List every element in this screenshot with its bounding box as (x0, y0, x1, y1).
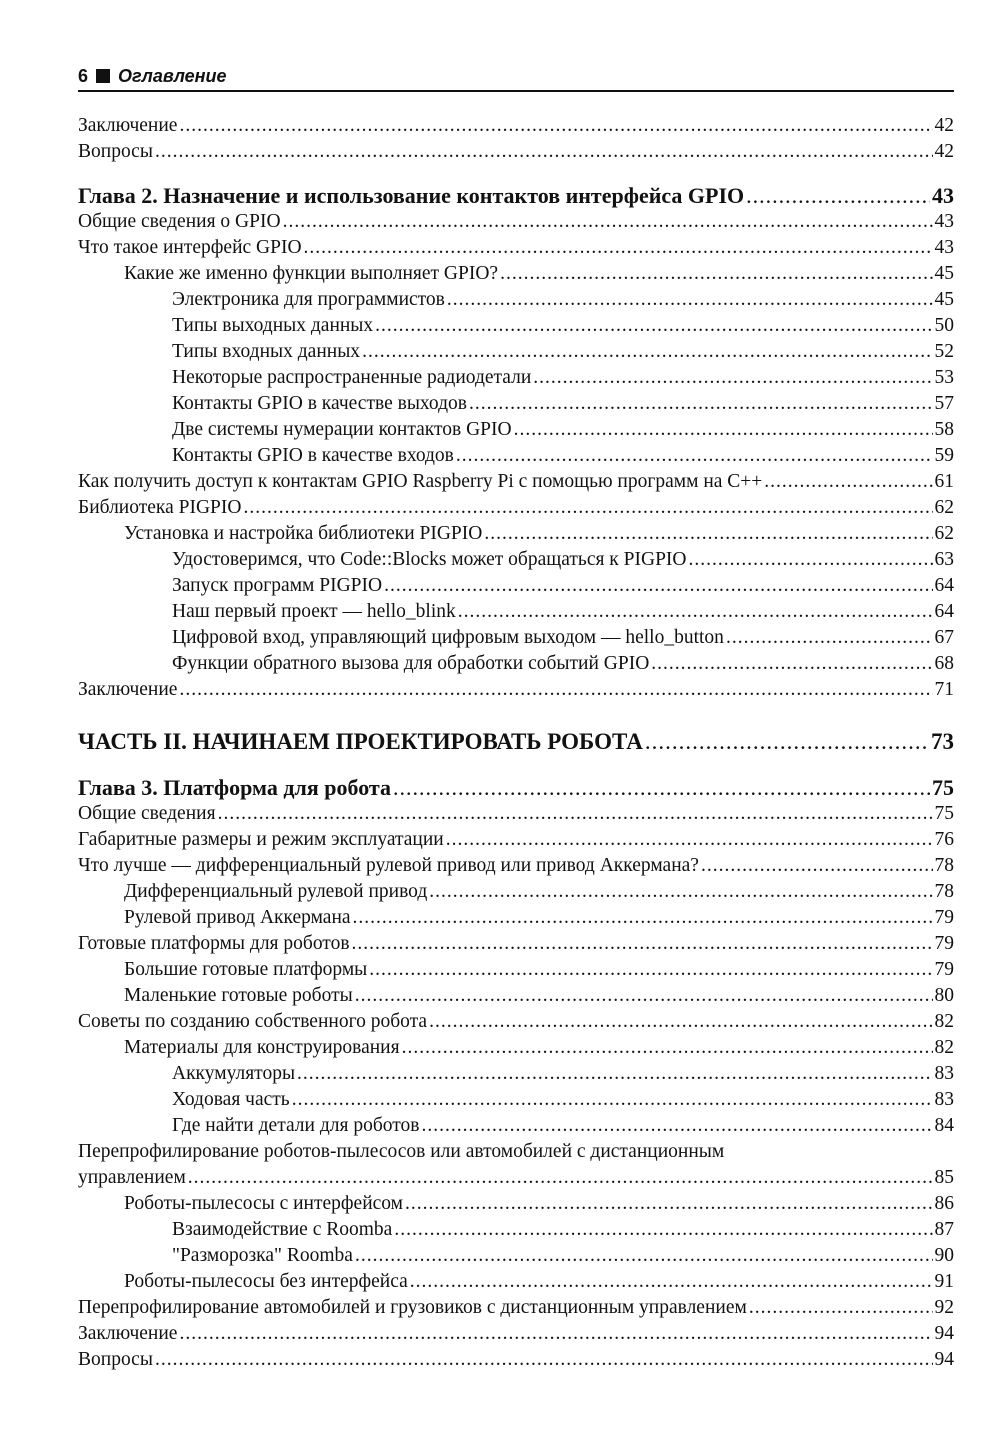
toc-entry-page: 67 (934, 627, 954, 648)
toc-entry (124, 905, 954, 931)
toc-entry (124, 957, 954, 983)
toc-entry-page: 73 (931, 729, 954, 754)
toc-entry-title: Заключение (78, 1323, 178, 1344)
toc-entry-page: 63 (934, 549, 954, 570)
toc-entry-title: Готовые платформы для роботов (78, 933, 350, 954)
toc-entry-page: 82 (934, 1011, 954, 1032)
toc-entry-page: 71 (934, 679, 954, 700)
toc-entry-title: Цифровой вход, управляющий цифровым выходом — hello_button (172, 627, 724, 648)
toc-entry-page: 64 (934, 575, 954, 596)
toc-entry-title: Рулевой привод Аккермана (124, 907, 351, 928)
toc-entry-title: Общие сведения о GPIO (78, 211, 281, 232)
toc-chapter (78, 183, 954, 209)
toc-entry-title: Некоторые распространенные радиодетали (172, 367, 532, 388)
toc-entry (172, 573, 954, 599)
toc-entry (78, 209, 954, 235)
toc-entry-title-continuation: управлением (78, 1167, 186, 1188)
toc-entry-title: Установка и настройка библиотеки PIGPIO (124, 523, 483, 544)
toc-entry-title: Что лучше — дифференциальный рулевой привод или привод Аккермана? (78, 855, 699, 876)
toc-entry-page: 83 (934, 1089, 954, 1110)
toc-entry (124, 879, 954, 905)
toc-entry-page: 79 (934, 959, 954, 980)
toc-entry-title: Функции обратного вызова для обработки событий GPIO (172, 653, 650, 674)
toc-entry-title: Заключение (78, 679, 178, 700)
toc-entry (172, 443, 954, 469)
toc-entry-page: 57 (934, 393, 954, 414)
toc-entry-page: 86 (934, 1193, 954, 1214)
toc-entry-page: 91 (934, 1271, 954, 1292)
toc-entry-title: Заключение (78, 115, 178, 136)
toc-entry-page: 52 (934, 341, 954, 362)
toc-entry-title: Общие сведения (78, 803, 216, 824)
toc-entry (172, 547, 954, 573)
toc-entry-page: 80 (934, 985, 954, 1006)
toc-entry (78, 677, 954, 703)
toc-entry (78, 113, 954, 139)
toc-entry (172, 365, 954, 391)
toc-entry (172, 417, 954, 443)
toc-entry (78, 931, 954, 957)
toc-entry (172, 287, 954, 313)
toc-entry (172, 1217, 954, 1243)
toc-entry (124, 1035, 954, 1061)
toc-entry (172, 1061, 954, 1087)
toc-entry-title: "Разморозка" Roomba (172, 1245, 353, 1266)
toc-entry-page: 75 (932, 775, 954, 800)
toc-entry (78, 1165, 954, 1191)
toc-entry-page: 62 (934, 497, 954, 518)
toc-entry-title: Перепрофилирование автомобилей и грузовиков с дистанционным управлением (78, 1297, 747, 1318)
toc-entry-title: Дифференциальный рулевой привод (124, 881, 428, 902)
toc-entry-page: 43 (934, 211, 954, 232)
toc-entry (78, 139, 954, 165)
toc-entry (78, 469, 954, 495)
toc-entry-title: Большие готовые платформы (124, 959, 368, 980)
toc-entry (78, 1321, 954, 1347)
toc-entry-title: Габаритные размеры и режим эксплуатации (78, 829, 444, 850)
toc-entry (172, 599, 954, 625)
toc-entry-title: Роботы-пылесосы с интерфейсом (124, 1193, 403, 1214)
toc-entry-title: Вопросы (78, 1349, 153, 1370)
toc-entry (124, 1269, 954, 1295)
toc-entry-page: 94 (934, 1349, 954, 1370)
toc-entry-title: Как получить доступ к контактам GPIO Raspberry Pi с помощью программ на C++ (78, 471, 763, 492)
toc-entry (78, 827, 954, 853)
toc-entry (172, 625, 954, 651)
toc-entry-title: Глава 3. Платформа для робота (78, 775, 391, 800)
toc-entry-title: Контакты GPIO в качестве выходов (172, 393, 467, 414)
toc-entry-page: 68 (934, 653, 954, 674)
toc-entry-title: Типы входных данных (172, 341, 361, 362)
toc-entry (78, 1347, 954, 1373)
toc-entry-page: 42 (934, 141, 954, 162)
toc-entry (124, 521, 954, 547)
toc-entry-page: 58 (934, 419, 954, 440)
toc-entry-title: Где найти детали для роботов (172, 1115, 420, 1136)
toc-entry (78, 235, 954, 261)
toc-entry-page: 82 (934, 1037, 954, 1058)
toc-entry (124, 983, 954, 1009)
toc-entry-title: Советы по созданию собственного робота (78, 1011, 428, 1032)
toc-entry (172, 651, 954, 677)
toc-entry-title: Взаимодействие с Roomba (172, 1219, 393, 1240)
page-number: 6 (78, 66, 89, 86)
toc-entry-page: 61 (934, 471, 954, 492)
toc-entry-page: 43 (934, 237, 954, 258)
toc-entry-title: Контакты GPIO в качестве входов (172, 445, 454, 466)
toc-entry-title: Электроника для программистов (172, 289, 445, 310)
toc-entry-title: Наш первый проект — hello_blink (172, 601, 456, 622)
toc-entry-page: 50 (934, 315, 954, 336)
toc-entry-page: 79 (934, 933, 954, 954)
toc-entry-page: 64 (934, 601, 954, 622)
toc-entry-title: Глава 2. Назначение и использование контактов интерфейса GPIO (78, 183, 745, 208)
toc-entry (172, 391, 954, 417)
toc-entry (172, 1087, 954, 1113)
toc-entry-title: Маленькие готовые роботы (124, 985, 353, 1006)
toc-entry-title: Какие же именно функции выполняет GPIO? (124, 263, 499, 284)
toc-entry-page: 45 (934, 289, 954, 310)
toc-chapter (78, 775, 954, 801)
toc-entry-title: Удостоверимся, что Code::Blocks может обращаться к PIGPIO (172, 549, 687, 570)
header-title: Оглавление (118, 66, 227, 86)
toc-entry-title: Типы выходных данных (172, 315, 374, 336)
toc-entry-page: 59 (934, 445, 954, 466)
toc-entry-page: 90 (934, 1245, 954, 1266)
toc-entry-page: 79 (934, 907, 954, 928)
toc-entry-title: Что такое интерфейс GPIO (78, 237, 302, 258)
toc-entry (172, 1243, 954, 1269)
toc-entry-page: 42 (934, 115, 954, 136)
toc-entry-page: 85 (934, 1167, 954, 1188)
toc-entry-title: Роботы-пылесосы без интерфейса (124, 1271, 408, 1292)
toc-entry (172, 1113, 954, 1139)
toc-entry-title: Две системы нумерации контактов GPIO (172, 419, 512, 440)
toc-entry-page: 87 (934, 1219, 954, 1240)
toc-entry (78, 1009, 954, 1035)
toc-entry-page: 78 (934, 881, 954, 902)
toc-entry (78, 853, 954, 879)
toc-entry (78, 1295, 954, 1321)
toc-entry-title: Материалы для конструирования (124, 1037, 400, 1058)
toc-entry (124, 261, 954, 287)
toc-entry-title: Ходовая часть (172, 1089, 290, 1110)
toc-entry-page: 53 (934, 367, 954, 388)
toc-entry-page: 62 (934, 523, 954, 544)
toc-entry-title: Перепрофилирование роботов-пылесосов или автомобилей с дистанционным (78, 1141, 725, 1162)
toc-entry-page: 76 (934, 829, 954, 850)
toc-entry-title: Аккумуляторы (172, 1063, 296, 1084)
toc-entry (172, 313, 954, 339)
toc-entry-page: 78 (934, 855, 954, 876)
toc-entry-page: 83 (934, 1063, 954, 1084)
toc-entry-page: 43 (932, 183, 954, 208)
toc-part (78, 729, 954, 755)
toc-entry-page: 75 (934, 803, 954, 824)
toc-entry-title: Вопросы (78, 141, 153, 162)
toc-entry (78, 495, 954, 521)
toc-entry (124, 1191, 954, 1217)
toc-entry-page: 94 (934, 1323, 954, 1344)
toc-entry-page: 45 (934, 263, 954, 284)
toc-entry-title: ЧАСТЬ II. НАЧИНАЕМ ПРОЕКТИРОВАТЬ РОБОТА (78, 729, 643, 754)
toc-entry-title: Библиотека PIGPIO (78, 497, 242, 518)
toc-entry-page: 84 (934, 1115, 954, 1136)
toc-entry (172, 339, 954, 365)
toc-entry-title: Запуск программ PIGPIO (172, 575, 383, 596)
toc-entry (78, 801, 954, 827)
toc-entry-page: 92 (934, 1297, 954, 1318)
